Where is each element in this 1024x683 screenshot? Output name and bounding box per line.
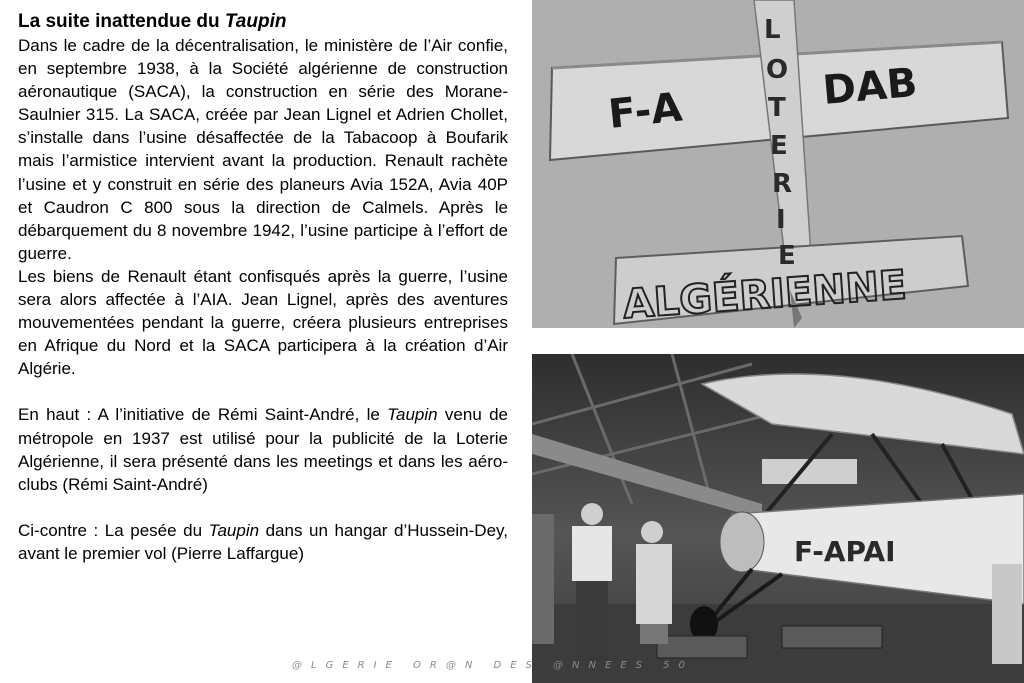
banner-letter: E bbox=[778, 241, 796, 271]
caption2-after: dans un hangar d’Hussein-Dey, avant le premier vol (Pierre Laffargue) bbox=[18, 520, 508, 563]
fuselage-registration: F-APAI bbox=[794, 535, 896, 568]
caption1-before: En haut : A l’initiative de Rémi Saint-André, le bbox=[18, 405, 388, 425]
caption-top-photo bbox=[18, 403, 508, 495]
wing-registration-right: DAB bbox=[820, 59, 920, 114]
photo-taupin-loterie bbox=[532, 0, 1024, 328]
person-left bbox=[572, 503, 612, 661]
caption2-italic: Taupin bbox=[208, 520, 260, 540]
banner-letter: O bbox=[766, 55, 789, 85]
banner-letter: E bbox=[770, 131, 788, 161]
article-title bbox=[18, 10, 508, 33]
banner-letter: R bbox=[772, 169, 793, 199]
caption1-after: venu de métropole en 1937 est utilisé pour la publicité de la Loterie Algérienne, il sera présenté dans les meetings et dans les aéro-clubs (Rémi Saint-André) bbox=[18, 405, 508, 494]
photo-taupin-hangar bbox=[532, 354, 1024, 683]
paragraph-decentralisation: Dans le cadre de la décentralisation, le ministère de l’Air confie, en septembre 1938, à la Société algérienne de construction aéronautique (SACA), la construction en série des Morane-Saulnier 315. La SACA, créée par Jean Lignel et Adrien Chollet, s’installe dans l’usine désaffectée de la Tabacoop à Boufarik mais l’armistice intervient avant la production. Renault rachète l’usine et y construit en série des planeurs Avia 152A, Avia 40P et Caudron C 800 sous la direction de Calmels. Après le débarquement du 8 novembre 1942, l’usine participe à l’effort de guerre. bbox=[18, 36, 508, 263]
caption-bottom-photo bbox=[18, 519, 508, 565]
watermark: @LGERIE OR@N DES @NNEES 50 bbox=[292, 660, 694, 671]
banner-algerienne: ALGÉRIENNE bbox=[621, 262, 908, 328]
article-text-column bbox=[18, 10, 508, 565]
banner-letter: L bbox=[764, 15, 781, 45]
wing-registration-left: F-A bbox=[606, 84, 685, 138]
paragraph-renault: Les biens de Renault étant confisqués après la guerre, l’usine sera alors affectée à l’AIA. Jean Lignel, après des aventures mouvementées pendant la guerre, créera plusieurs entreprises en Afrique du Nord et la SACA participera à la création d’Air Algérie. bbox=[18, 266, 508, 379]
caption1-italic: Taupin bbox=[387, 405, 438, 425]
banner-letter: I bbox=[776, 205, 786, 235]
article-title-text: La suite inattendue du bbox=[18, 11, 225, 32]
caption2-before: Ci-contre : La pesée du bbox=[18, 520, 209, 540]
person-edge bbox=[532, 514, 554, 644]
person-right bbox=[992, 564, 1022, 664]
article-title-italic: Taupin bbox=[224, 11, 287, 32]
banner-letter: T bbox=[768, 93, 786, 123]
